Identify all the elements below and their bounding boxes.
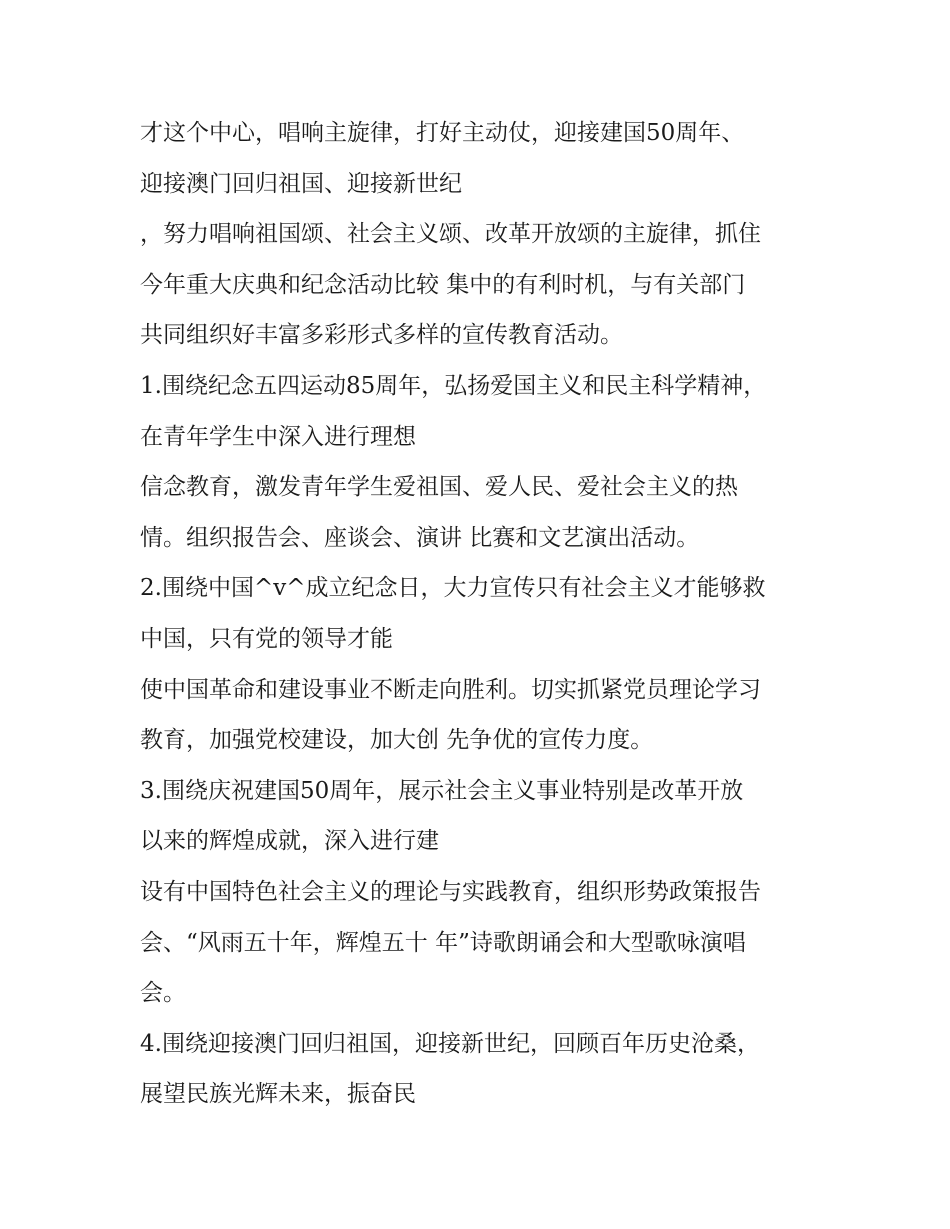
body-text <box>140 108 830 1120</box>
text-line: 1.围绕纪念五四运动85周年，弘扬爱国主义和民主科学精神， <box>140 372 767 399</box>
text-line: 情。组织报告会、座谈会、演讲 比赛和文艺演出活动。 <box>140 524 700 551</box>
text-line: 教育，加强党校建设，加大创 先争优的宣传力度。 <box>140 727 654 754</box>
text-line: 今年重大庆典和纪念活动比较 集中的有利时机，与有关部门 <box>140 271 746 298</box>
text-line: 设有中国特色社会主义的理论与实践教育，组织形势政策报告 <box>140 878 761 905</box>
text-line: ，努力唱响祖国颂、社会主义颂、改革开放颂的主旋律，抓住 <box>140 221 761 248</box>
text-line: 会、“风雨五十年，辉煌五十 年”诗歌朗诵会和大型歌咏演唱 <box>140 929 746 956</box>
text-line: 2.围绕中国^v^成立纪念日，大力宣传只有社会主义才能够救 <box>140 575 766 602</box>
text-line: 迎接澳门回归祖国、迎接新世纪 <box>140 170 462 197</box>
text-line: 信念教育，激发青年学生爱祖国、爱人民、爱社会主义的热 <box>140 474 738 501</box>
text-line: 3.围绕庆祝建国50周年，展示社会主义事业特别是改革开放 <box>140 777 744 804</box>
text-line: 中国，只有党的领导才能 <box>140 625 393 652</box>
text-line: 才这个中心，唱响主旋律，打好主动仗，迎接建国50周年、 <box>140 120 745 146</box>
text-line: 展望民族光辉未来，振奋民 <box>140 1081 416 1108</box>
text-line: 使中国革命和建设事业不断走向胜利。切实抓紧党员理论学习 <box>140 676 761 703</box>
text-line: 会。 <box>140 980 186 1007</box>
text-line: 4.围绕迎接澳门回归祖国，迎接新世纪，回顾百年历史沧桑， <box>140 1030 760 1057</box>
text-line: 共同组织好丰富多彩形式多样的宣传教育活动。 <box>140 322 623 349</box>
text-line: 在青年学生中深入进行理想 <box>140 423 416 450</box>
text-line: 以来的辉煌成就，深入进行建 <box>140 828 439 855</box>
